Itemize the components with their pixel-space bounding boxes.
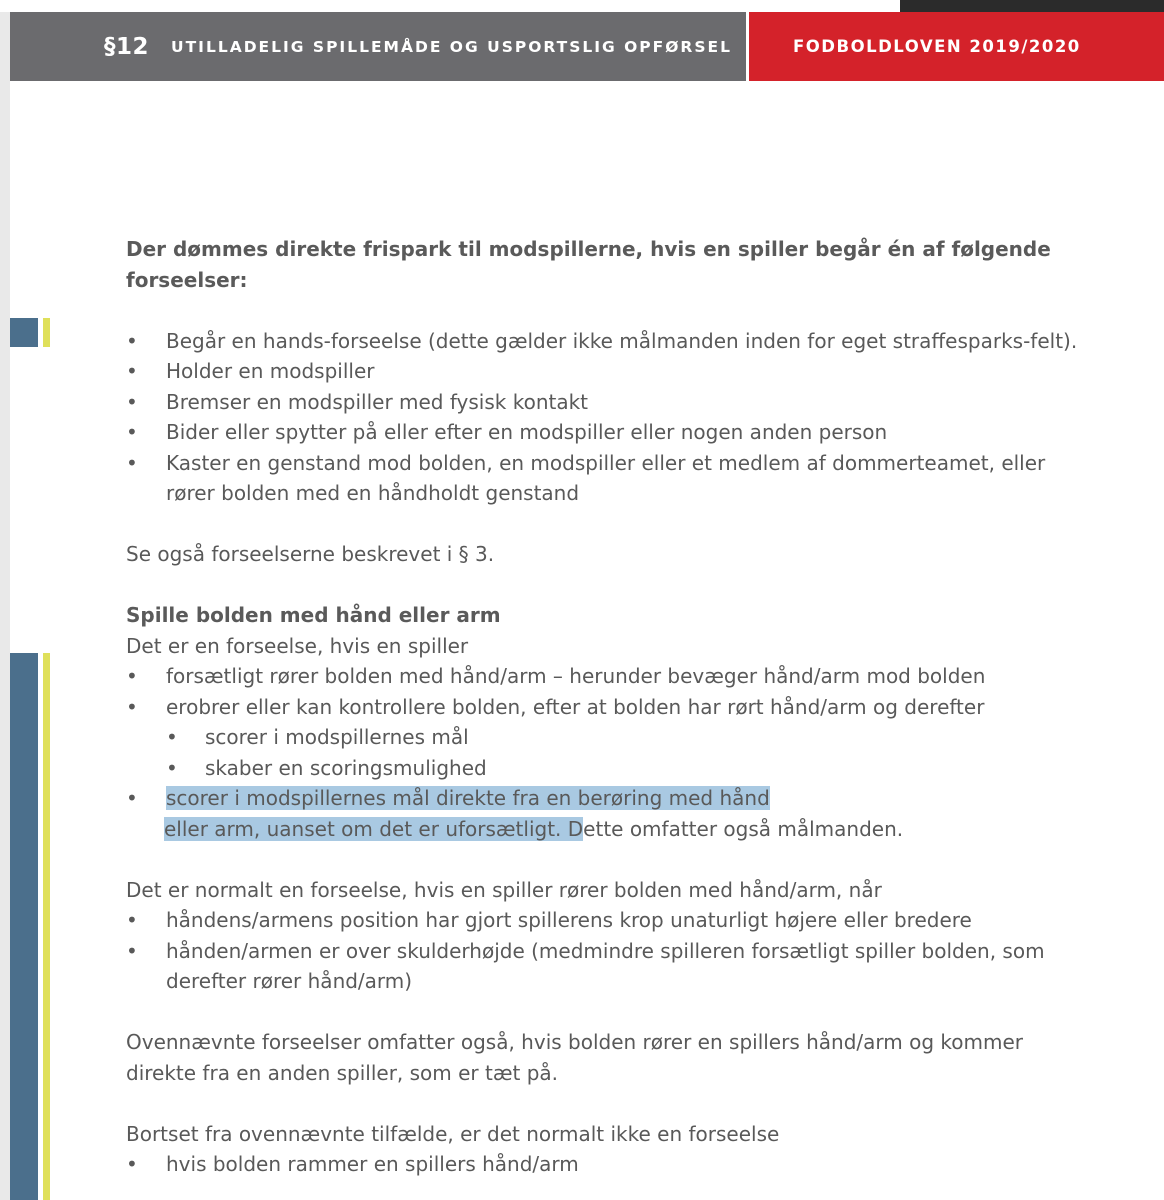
change-marker-yellow — [43, 653, 50, 1200]
list-item: • hånden/armen er over skulderhøjde (medmindre spilleren forsætligt spiller bolden, som derefter rører hånd/arm) — [126, 938, 1045, 993]
list-item: • Bremser en modspiller med fysisk kontakt — [126, 389, 589, 414]
except-lead: Bortset fra ovennævnte tilfælde, er det normalt ikke en forseelse — [126, 1121, 780, 1146]
sub-list-item: • skaber en scoringsmulighed — [166, 755, 487, 780]
sub-list-item: • scorer i modspillernes mål — [166, 725, 469, 749]
page-left-margin — [0, 0, 10, 1200]
section-header — [10, 12, 746, 81]
list-item: • Kaster en genstand mod bolden, en modspiller eller et medlem af dommerteamet, eller rører bolden med en håndholdt genstand — [126, 450, 1046, 505]
list-item: • erobrer eller kan kontrollere bolden, efter at bolden har rørt hånd/arm og derefter — [126, 694, 985, 719]
list-item: • forsætligt rører bolden med hånd/arm – herunder bevæger hånd/arm mod bolden — [126, 664, 986, 688]
section-number: §12 — [104, 33, 150, 60]
document-body — [126, 234, 1086, 1180]
list-item: • Holder en modspiller — [126, 359, 375, 383]
offence-list — [126, 326, 1086, 509]
book-header — [749, 12, 1164, 81]
change-marker-blue — [10, 318, 38, 347]
list-item: • hvis bolden rammer en spillers hånd/arm — [126, 1152, 579, 1176]
normal-lead: Det er normalt en forseelse, hvis en spiller rører bolden med hånd/arm, når — [126, 877, 882, 902]
list-item-highlighted: • scorer i modspillernes mål direkte fra en berøring med hånd eller arm, uanset om det er uforsætligt. Dette omfatter også målmanden. — [126, 786, 904, 841]
highlighted-text: eller arm, uanset om det er uforsætligt. D — [164, 816, 584, 841]
change-marker-yellow — [43, 318, 50, 347]
highlighted-text: scorer i modspillernes mål direkte fra en berøring med hånd — [166, 786, 770, 810]
list-item: • håndens/armens position har gjort spillerens krop unaturligt højere eller bredere — [126, 908, 972, 932]
also-paragraph: Ovennævnte forseelser omfatter også, hvis bolden rører en spillers hånd/arm og kommer direkte fra en anden spiller, som er tæt på. — [126, 1030, 1024, 1085]
see-also: Se også forseelserne beskrevet i § 3. — [126, 542, 495, 566]
intro-lead: Der dømmes direkte frispark til modspillerne, hvis en spiller begår én af følgende forseelser: — [126, 237, 1051, 292]
book-title: FODBOLDLOVEN 2019/2020 — [793, 37, 1081, 56]
handball-heading: Spille bolden med hånd eller arm — [126, 603, 501, 627]
section-title: UTILLADELIG SPILLEMÅDE OG USPORTSLIG OPFØRSEL — [171, 37, 732, 56]
change-marker-blue — [10, 653, 38, 1200]
list-item: • Bider eller spytter på eller efter en modspiller eller nogen anden person — [126, 420, 888, 444]
list-item: • Begår en hands-forseelse (dette gælder ikke målmanden inden for eget straffesparks-felt). — [126, 328, 1078, 353]
handball-lead: Det er en forseelse, hvis en spiller — [126, 633, 469, 658]
top-dark-bar — [900, 0, 1164, 12]
